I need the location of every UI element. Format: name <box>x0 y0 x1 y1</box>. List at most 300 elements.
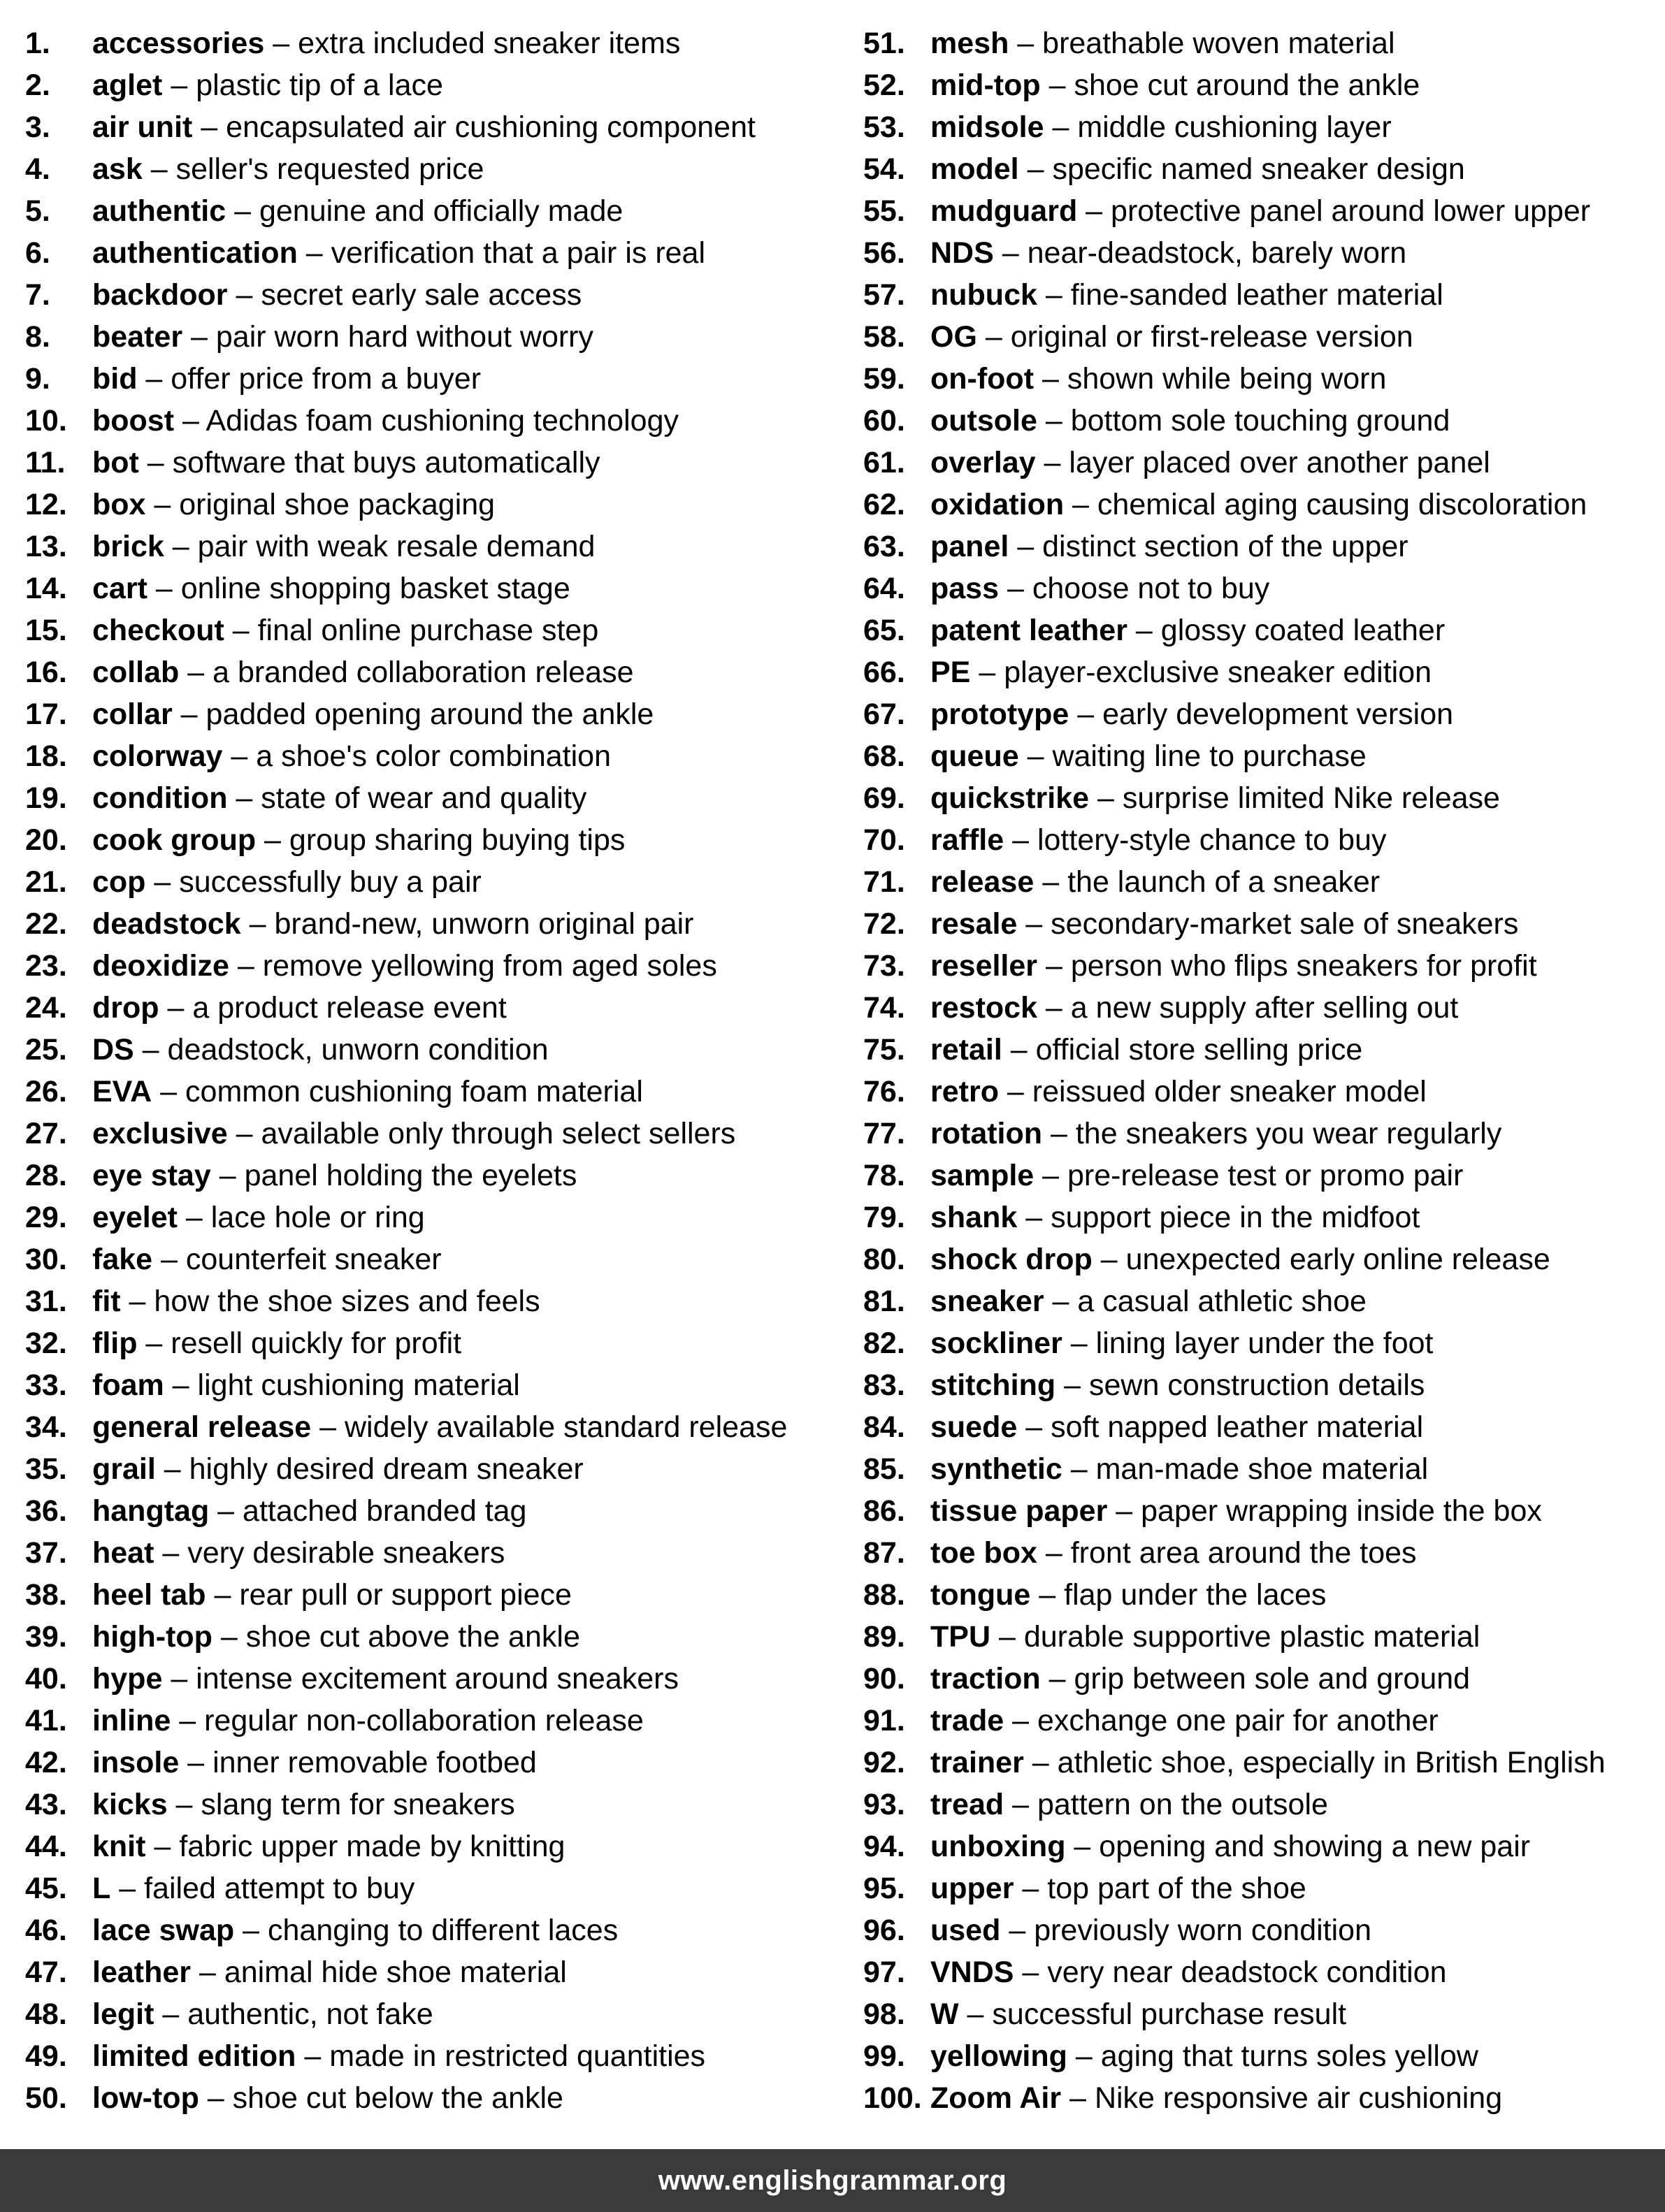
entry-dash: – <box>1042 1117 1076 1150</box>
glossary-entry <box>25 735 836 777</box>
entry-definition: Adidas foam cushioning technology <box>206 404 679 438</box>
entry-number: 88. <box>863 1578 905 1612</box>
entry-term: Zoom Air <box>930 2081 1062 2115</box>
entry-term: condition <box>92 781 228 815</box>
entry-definition: grip between sole and ground <box>1074 1662 1471 1696</box>
entry-number: 65. <box>863 614 905 647</box>
entry-number: 48. <box>25 1997 67 2031</box>
entry-number: 57. <box>863 278 905 312</box>
entry-term: trainer <box>930 1746 1024 1779</box>
entry-dash: – <box>227 781 261 815</box>
entry-dash: – <box>1067 2039 1101 2073</box>
entry-definition: official store selling price <box>1035 1033 1363 1067</box>
entry-definition: middle cushioning layer <box>1077 110 1392 144</box>
entry-number: 2. <box>25 68 50 102</box>
entry-dash: – <box>142 152 176 186</box>
entry-term: low-top <box>92 2081 199 2115</box>
entry-term: beater <box>92 320 183 354</box>
entry-number: 62. <box>863 488 905 521</box>
entry-dash: – <box>138 446 173 479</box>
entry-definition: widely available standard release <box>344 1410 788 1444</box>
entry-number: 14. <box>25 572 67 605</box>
entry-number: 29. <box>25 1201 67 1234</box>
entry-dash: – <box>1000 1914 1035 1947</box>
entry-dash: – <box>1018 152 1053 186</box>
glossary-entry <box>25 1238 836 1280</box>
entry-term: VNDS <box>930 1956 1014 1989</box>
entry-number: 6. <box>25 236 50 270</box>
entry-dash: – <box>999 572 1032 605</box>
glossary-entry <box>863 609 1660 651</box>
entry-dash: – <box>1034 362 1067 396</box>
entry-definition: successful purchase result <box>992 1997 1347 2031</box>
entry-dash: – <box>145 488 180 521</box>
entry-dash: – <box>1055 1368 1089 1402</box>
entry-term: resale <box>930 907 1018 941</box>
entry-term: overlay <box>930 446 1036 479</box>
entry-definition: a shoe's color combination <box>256 739 611 773</box>
entry-number: 32. <box>25 1327 67 1360</box>
entry-number: 27. <box>25 1117 67 1150</box>
glossary-entry <box>25 1406 836 1448</box>
glossary-entry <box>25 274 836 316</box>
entry-definition: chemical aging causing discoloration <box>1097 488 1587 521</box>
entry-term: synthetic <box>930 1452 1062 1486</box>
entry-term: cart <box>92 572 147 605</box>
entry-dash: – <box>297 236 331 270</box>
glossary-entry <box>25 1532 836 1574</box>
entry-dash: – <box>311 1410 345 1444</box>
entry-term: trade <box>930 1704 1004 1737</box>
entry-dash: – <box>227 1117 261 1150</box>
entry-dash: – <box>1044 110 1078 144</box>
entry-term: heel tab <box>92 1578 206 1612</box>
entry-number: 85. <box>863 1452 905 1486</box>
entry-number: 52. <box>863 68 905 102</box>
entry-dash: – <box>1065 1830 1100 1863</box>
entry-definition: glossy coated leather <box>1160 614 1446 647</box>
entry-number: 51. <box>863 27 905 60</box>
entry-definition: durable supportive plastic material <box>1023 1620 1480 1654</box>
entry-dash: – <box>191 1956 224 1989</box>
entry-dash: – <box>179 656 213 689</box>
entry-definition: pre-release test or promo pair <box>1067 1159 1464 1192</box>
entry-number: 83. <box>863 1368 905 1402</box>
glossary-entry <box>25 358 836 400</box>
entry-dash: – <box>164 1368 198 1402</box>
entry-definition: pattern on the outsole <box>1037 1788 1328 1821</box>
glossary-entry <box>863 442 1660 484</box>
entry-term: colorway <box>92 739 223 773</box>
entry-term: collab <box>92 656 180 689</box>
glossary-entry <box>25 1700 836 1742</box>
entry-dash: – <box>1004 1704 1037 1737</box>
entry-dash: – <box>177 1201 211 1234</box>
entry-definition: secondary-market sale of sneakers <box>1051 907 1519 941</box>
glossary-entry <box>863 651 1660 693</box>
entry-definition: fabric upper made by knitting <box>179 1830 565 1863</box>
glossary-entry <box>25 609 836 651</box>
glossary-entry <box>25 442 836 484</box>
glossary-entry <box>863 1029 1660 1071</box>
entry-term: panel <box>930 530 1009 563</box>
entry-dash: – <box>192 110 226 144</box>
entry-number: 28. <box>25 1159 67 1192</box>
entry-number: 38. <box>25 1578 67 1612</box>
entry-term: boost <box>92 404 175 438</box>
entry-dash: – <box>970 656 1004 689</box>
entry-definition: rear pull or support piece <box>239 1578 572 1612</box>
entry-definition: light cushioning material <box>197 1368 520 1402</box>
entry-term: outsole <box>930 404 1037 438</box>
entry-term: sample <box>930 1159 1035 1192</box>
glossary-entry <box>25 861 836 903</box>
entry-definition: final online purchase step <box>257 614 599 647</box>
entry-dash: – <box>1092 1243 1126 1276</box>
entry-term: midsole <box>930 110 1044 144</box>
glossary-entry <box>863 1071 1660 1113</box>
glossary-entry <box>25 1448 836 1490</box>
entry-dash: – <box>167 1788 201 1821</box>
entry-definition: lining layer under the foot <box>1095 1327 1434 1360</box>
entry-number: 42. <box>25 1746 67 1779</box>
entry-term: grail <box>92 1452 156 1486</box>
entry-definition: sewn construction details <box>1088 1368 1425 1402</box>
entry-dash: – <box>976 320 1011 354</box>
glossary-entry <box>863 735 1660 777</box>
entry-number: 8. <box>25 320 50 354</box>
glossary-entry <box>863 2077 1660 2119</box>
glossary-entry <box>25 526 836 568</box>
entry-number: 41. <box>25 1704 67 1737</box>
entry-dash: – <box>1035 446 1069 479</box>
glossary-entry <box>25 693 836 735</box>
entry-definition: failed attempt to buy <box>144 1872 415 1905</box>
entry-term: hangtag <box>92 1494 210 1528</box>
entry-dash: – <box>206 1578 240 1612</box>
entry-dash: – <box>1037 1536 1071 1570</box>
glossary-entry <box>863 1700 1660 1742</box>
glossary-entry <box>25 1155 836 1197</box>
entry-dash: – <box>1004 823 1037 857</box>
entry-term: NDS <box>930 236 994 270</box>
entry-dash: – <box>993 236 1028 270</box>
glossary-entry <box>863 106 1660 148</box>
entry-number: 5. <box>25 194 50 228</box>
entry-term: legit <box>92 1997 154 2031</box>
entry-term: queue <box>930 739 1019 773</box>
glossary-entry <box>863 148 1660 190</box>
entry-number: 58. <box>863 320 905 354</box>
entry-number: 40. <box>25 1662 67 1696</box>
entry-definition: animal hide shoe material <box>224 1956 567 1989</box>
entry-term: upper <box>930 1872 1014 1905</box>
entry-dash: – <box>1040 1662 1074 1696</box>
glossary-entry <box>25 22 836 64</box>
entry-number: 69. <box>863 781 905 815</box>
entry-term: drop <box>92 991 159 1025</box>
entry-definition: deadstock, unworn condition <box>167 1033 549 1067</box>
entry-term: lace swap <box>92 1914 235 1947</box>
entry-number: 20. <box>25 823 67 857</box>
entry-term: bot <box>92 446 139 479</box>
entry-term: sockliner <box>930 1327 1062 1360</box>
entry-definition: athletic shoe, especially in British English <box>1057 1746 1606 1779</box>
entry-number: 18. <box>25 739 67 773</box>
entry-definition: attached branded tag <box>243 1494 527 1528</box>
glossary-entry <box>25 484 836 526</box>
glossary-entry <box>25 232 836 274</box>
glossary-entry <box>863 1448 1660 1490</box>
entry-dash: – <box>155 1452 189 1486</box>
entry-number: 3. <box>25 110 50 144</box>
entry-definition: padded opening around the ankle <box>206 697 654 731</box>
entry-definition: remove yellowing from aged soles <box>262 949 717 983</box>
entry-definition: how the shoe sizes and feels <box>154 1285 540 1318</box>
entry-definition: shown while being worn <box>1067 362 1387 396</box>
entry-dash: – <box>154 1997 188 2031</box>
entry-number: 98. <box>863 1997 905 2031</box>
entry-dash: – <box>147 572 181 605</box>
entry-definition: verification that a pair is real <box>331 236 706 270</box>
entry-definition: distinct section of the upper <box>1042 530 1408 563</box>
entry-dash: – <box>1127 614 1161 647</box>
glossary-entry <box>863 1280 1660 1322</box>
glossary-entry <box>25 1951 836 1993</box>
entry-definition: common cushioning foam material <box>185 1075 643 1108</box>
glossary-entry <box>25 568 836 609</box>
entry-term: reseller <box>930 949 1038 983</box>
entry-definition: a product release event <box>192 991 507 1025</box>
entry-dash: – <box>1077 194 1111 228</box>
entry-term: hype <box>92 1662 163 1696</box>
entry-definition: previously worn condition <box>1034 1914 1371 1947</box>
entry-definition: very desirable sneakers <box>187 1536 505 1570</box>
entry-number: 68. <box>863 739 905 773</box>
entry-dash: – <box>1037 278 1071 312</box>
entry-dash: – <box>164 530 198 563</box>
entry-number: 64. <box>863 572 905 605</box>
entry-dash: – <box>171 1704 205 1737</box>
entry-number: 16. <box>25 656 67 689</box>
glossary-entry <box>25 1029 836 1071</box>
entry-term: insole <box>92 1746 180 1779</box>
entry-dash: – <box>224 614 258 647</box>
entry-definition: near-deadstock, barely worn <box>1027 236 1407 270</box>
entry-dash: – <box>134 1033 168 1067</box>
entry-term: heat <box>92 1536 154 1570</box>
entry-term: stitching <box>930 1368 1056 1402</box>
entry-definition: regular non-collaboration release <box>204 1704 644 1737</box>
entry-dash: – <box>137 1327 171 1360</box>
entry-term: backdoor <box>92 278 228 312</box>
entry-term: suede <box>930 1410 1018 1444</box>
entry-definition: shoe cut around the ankle <box>1074 68 1420 102</box>
entry-number: 26. <box>25 1075 67 1108</box>
entry-number: 9. <box>25 362 50 396</box>
entry-number: 92. <box>863 1746 905 1779</box>
entry-number: 80. <box>863 1243 905 1276</box>
entry-definition: front area around the toes <box>1070 1536 1417 1570</box>
entry-dash: – <box>210 1159 245 1192</box>
entry-dash: – <box>256 823 289 857</box>
entry-term: inline <box>92 1704 171 1737</box>
entry-term: cop <box>92 865 146 899</box>
entry-dash: – <box>1009 530 1043 563</box>
entry-number: 50. <box>25 2081 67 2115</box>
entry-definition: support piece in the midfoot <box>1051 1201 1420 1234</box>
entry-definition: offer price from a buyer <box>171 362 482 396</box>
entry-number: 67. <box>863 697 905 731</box>
entry-term: fake <box>92 1243 153 1276</box>
entry-dash: – <box>162 1662 196 1696</box>
entry-dash: – <box>264 27 298 60</box>
entry-definition: counterfeit sneaker <box>185 1243 442 1276</box>
entry-number: 63. <box>863 530 905 563</box>
glossary-entry <box>863 1322 1660 1364</box>
entry-dash: – <box>152 1243 186 1276</box>
entry-number: 74. <box>863 991 905 1025</box>
glossary-entry <box>863 358 1660 400</box>
entry-definition: state of wear and quality <box>261 781 587 815</box>
entry-number: 55. <box>863 194 905 228</box>
entry-term: high-top <box>92 1620 212 1654</box>
glossary-entry <box>863 484 1660 526</box>
entry-number: 49. <box>25 2039 67 2073</box>
entry-dash: – <box>145 1830 180 1863</box>
entry-number: 45. <box>25 1872 67 1905</box>
entry-number: 78. <box>863 1159 905 1192</box>
entry-dash: – <box>137 362 171 396</box>
entry-term: rotation <box>930 1117 1043 1150</box>
entry-definition: online shopping basket stage <box>180 572 570 605</box>
entry-number: 90. <box>863 1662 905 1696</box>
entry-definition: a casual athletic shoe <box>1077 1285 1367 1318</box>
entry-number: 17. <box>25 697 67 731</box>
glossary-entry <box>863 568 1660 609</box>
entry-dash: – <box>1004 1788 1037 1821</box>
entry-term: raffle <box>930 823 1004 857</box>
entry-definition: slang term for sneakers <box>201 1788 515 1821</box>
entry-dash: – <box>172 697 206 731</box>
glossary-entry <box>863 1113 1660 1155</box>
entry-definition: lottery-style chance to buy <box>1037 823 1387 857</box>
glossary-entry <box>863 1406 1660 1448</box>
footer-url[interactable]: www.englishgrammar.org <box>658 2164 1007 2196</box>
entry-term: mudguard <box>930 194 1078 228</box>
entry-definition: paper wrapping inside the box <box>1141 1494 1542 1528</box>
glossary-entry <box>863 903 1660 945</box>
entry-dash: – <box>212 1620 246 1654</box>
entry-dash: – <box>958 1997 993 2031</box>
entry-definition: Nike responsive air cushioning <box>1094 2081 1503 2115</box>
entry-definition: plastic tip of a lace <box>196 68 443 102</box>
entry-number: 39. <box>25 1620 67 1654</box>
entry-definition: highly desired dream sneaker <box>189 1452 584 1486</box>
entry-number: 37. <box>25 1536 67 1570</box>
entry-term: TPU <box>930 1620 990 1654</box>
entry-dash: – <box>154 1536 188 1570</box>
glossary-entry <box>863 274 1660 316</box>
entry-number: 33. <box>25 1368 67 1402</box>
entry-term: unboxing <box>930 1830 1066 1863</box>
entry-definition: software that buys automatically <box>172 446 600 479</box>
entry-term: limited edition <box>92 2039 296 2073</box>
entry-term: tongue <box>930 1578 1031 1612</box>
glossary-entry <box>863 987 1660 1029</box>
entry-dash: – <box>179 1746 213 1779</box>
entry-dash: – <box>1064 488 1097 521</box>
glossary-entry <box>863 1658 1660 1700</box>
entry-dash: – <box>1034 1159 1068 1192</box>
glossary-entry <box>863 232 1660 274</box>
glossary-entry <box>863 1490 1660 1532</box>
entry-term: mesh <box>930 27 1009 60</box>
glossary-entry <box>863 1951 1660 1993</box>
glossary-entry <box>863 2035 1660 2077</box>
glossary-entry <box>863 945 1660 987</box>
entry-definition: unexpected early online release <box>1125 1243 1550 1276</box>
entry-definition: original shoe packaging <box>179 488 496 521</box>
entry-term: OG <box>930 320 977 354</box>
entry-number: 94. <box>863 1830 905 1863</box>
entry-term: exclusive <box>92 1117 228 1150</box>
entry-dash: – <box>1062 1327 1096 1360</box>
entry-definition: breathable woven material <box>1042 27 1395 60</box>
entry-number: 82. <box>863 1327 905 1360</box>
entry-definition: a branded collaboration release <box>212 656 634 689</box>
entry-definition: pair worn hard without worry <box>215 320 593 354</box>
entry-dash: – <box>1017 1201 1051 1234</box>
entry-definition: genuine and officially made <box>259 194 624 228</box>
entry-term: yellowing <box>930 2039 1067 2073</box>
glossary-entry <box>25 819 836 861</box>
entry-dash: – <box>1017 1410 1051 1444</box>
entry-term: pass <box>930 572 1000 605</box>
entry-term: toe box <box>930 1536 1037 1570</box>
entry-definition: the sneakers you wear regularly <box>1075 1117 1502 1150</box>
glossary-entry <box>863 64 1660 106</box>
glossary-entry <box>863 1155 1660 1197</box>
glossary-entry <box>863 1784 1660 1826</box>
entry-term: nubuck <box>930 278 1037 312</box>
entry-number: 84. <box>863 1410 905 1444</box>
glossary-entry <box>863 1909 1660 1951</box>
entry-definition: group sharing buying tips <box>289 823 626 857</box>
entry-dash: – <box>240 907 275 941</box>
glossary-entry <box>25 1909 836 1951</box>
entry-dash: – <box>159 991 193 1025</box>
entry-number: 54. <box>863 152 905 186</box>
entry-term: authentication <box>92 236 298 270</box>
entry-definition: very near deadstock condition <box>1047 1956 1447 1989</box>
glossary-entry <box>863 1867 1660 1909</box>
entry-term: retro <box>930 1075 999 1108</box>
entry-definition: surprise limited Nike release <box>1122 781 1500 815</box>
glossary-entry <box>25 1197 836 1238</box>
entry-term: quickstrike <box>930 781 1090 815</box>
entry-definition: the launch of a sneaker <box>1067 865 1381 899</box>
entry-definition: intense excitement around sneakers <box>196 1662 679 1696</box>
entry-definition: resell quickly for profit <box>171 1327 462 1360</box>
entry-dash: – <box>110 1872 145 1905</box>
entry-definition: waiting line to purchase <box>1052 739 1367 773</box>
entry-dash: – <box>145 865 180 899</box>
entry-term: flip <box>92 1327 138 1360</box>
entry-definition: authentic, not fake <box>187 1997 433 2031</box>
glossary-entry <box>863 526 1660 568</box>
glossary-entry <box>863 1197 1660 1238</box>
